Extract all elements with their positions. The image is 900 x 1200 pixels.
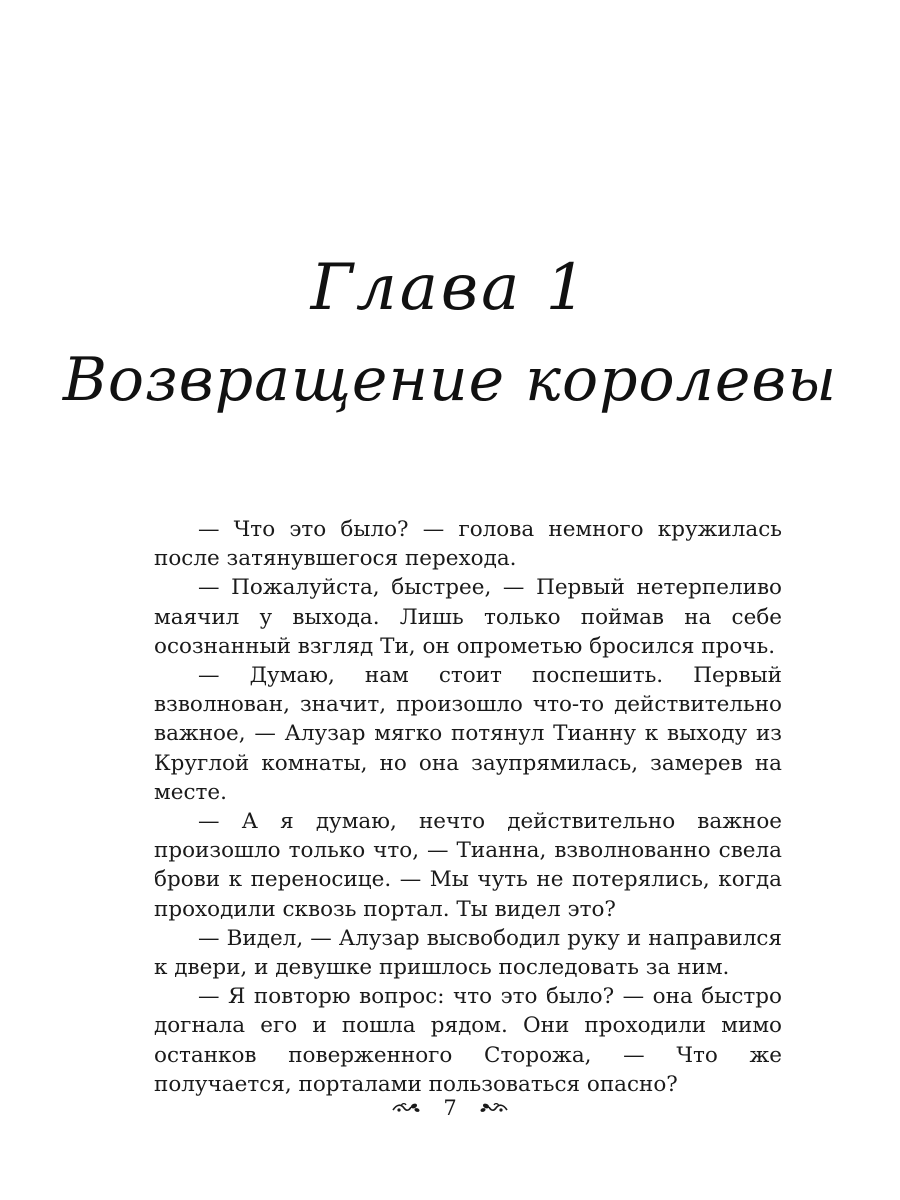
chapter-number: Глава 1 xyxy=(310,251,590,325)
page-number: 7 xyxy=(443,1096,457,1120)
chapter-title: Возвращение королевы xyxy=(62,345,838,415)
paragraph: — Я повторю вопрос: что это было? — она быстро догнала его и пошла рядом. Они проходили мимо останков поверженного Сторожа, — Что же получается, порталами пользоваться опасно? xyxy=(154,984,782,1097)
floral-ornament-icon xyxy=(479,1101,509,1115)
paragraph: — А я думаю, нечто действительно важное произошло только что, — Тианна, взволнованно свела брови к переносице. — Мы чуть не потерялись, когда проходили сквозь портал. Ты видел это? xyxy=(154,809,782,922)
page-footer xyxy=(0,1088,900,1128)
paragraph: — Что это было? — голова немного кружилась после затянувшегося перехода. xyxy=(154,517,782,572)
paragraph: — Видел, — Алузар высвободил руку и направился к двери, и девушке пришлось последовать за ним. xyxy=(154,925,782,981)
paragraph: — Пожалуйста, быстрее, — Первый нетерпеливо маячил у выхода. Лишь только поймав на себе осознанный взгляд Ти, он опрометью бросился прочь. xyxy=(154,575,782,659)
floral-ornament-icon xyxy=(391,1101,421,1115)
paragraph: — Думаю, нам стоит поспешить. Первый взволнован, значит, произошло что-то действительно важное, — Алузар мягко потянул Тианну к выходу из Круглой комнаты, но она заупрямилась, замерев на месте. xyxy=(154,663,782,805)
chapter-body-text xyxy=(154,515,782,1099)
